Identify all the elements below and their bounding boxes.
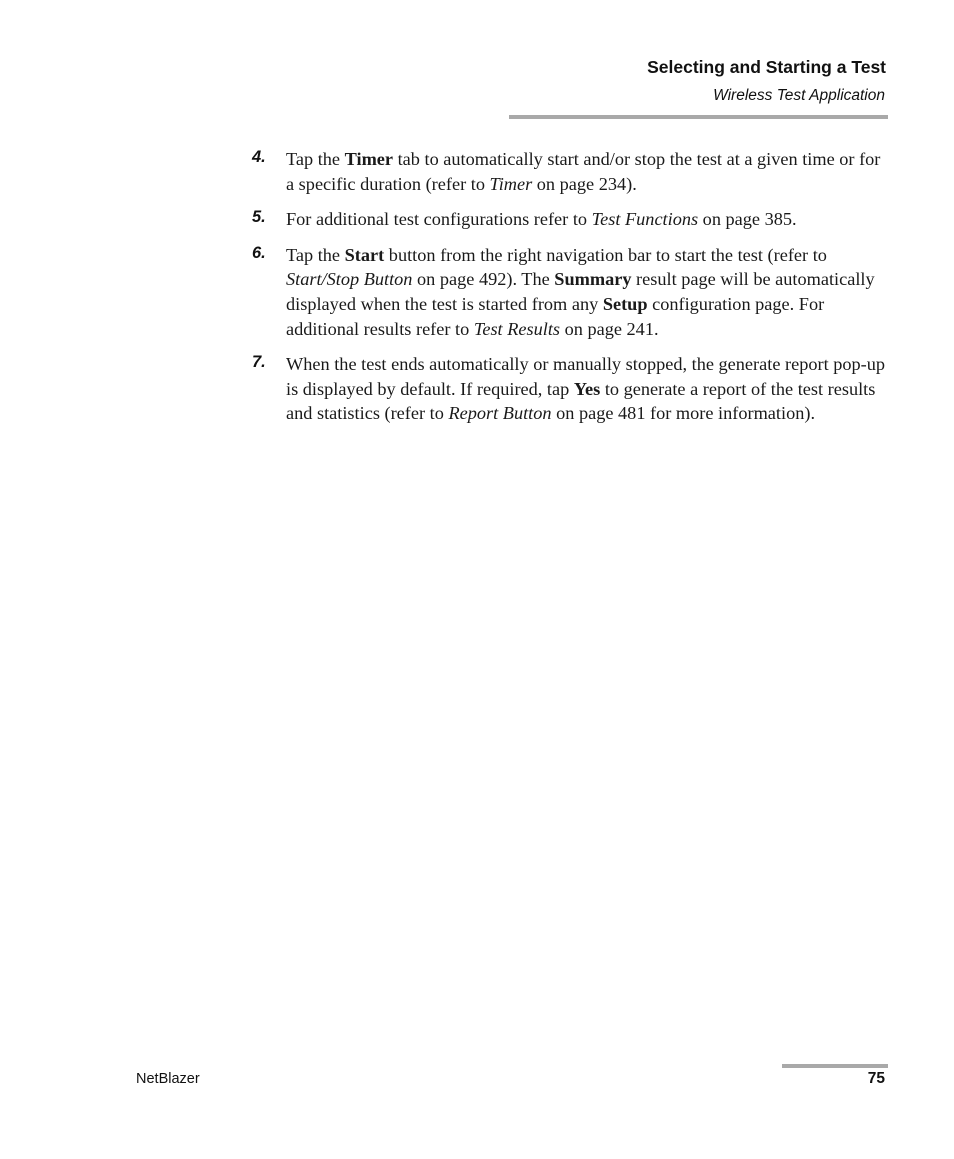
text-run: to generate a report of the test results and statistics (refer to — [286, 378, 876, 424]
text-run: result page will be automatically displayed when the test is started from any — [286, 269, 875, 314]
text-run: on page 492). The — [412, 269, 555, 290]
text-run: tab to automatically start and/or stop the test at a given time or for a specific duration (refer to — [286, 149, 881, 194]
text-run: on page 241. — [560, 318, 659, 339]
step-number: 6. — [252, 243, 266, 262]
page-number: 75 — [867, 1070, 885, 1087]
footer-rule — [782, 1064, 888, 1068]
text-run: Tap the — [286, 244, 345, 265]
step-text — [286, 207, 892, 232]
header-rule — [509, 115, 888, 119]
cross-reference: Test Functions — [591, 209, 699, 230]
bold-term: Start — [344, 244, 385, 265]
text-run: configuration page. For additional results refer to — [286, 293, 825, 339]
step-item — [252, 352, 892, 426]
text-run: on page 385. — [698, 209, 797, 230]
step-item — [252, 243, 892, 341]
step-item — [252, 147, 892, 196]
cross-reference: Report Button — [448, 403, 552, 424]
bold-term: Yes — [573, 378, 601, 399]
text-run: on page 481 for more information). — [551, 403, 816, 424]
text-run: For additional test configurations refer to — [286, 209, 592, 230]
cross-reference: Timer — [489, 173, 533, 194]
text-run: on page 234). — [532, 173, 637, 194]
step-number: 7. — [252, 353, 266, 372]
bold-term: Setup — [602, 293, 648, 314]
step-text — [286, 352, 892, 426]
step-text — [286, 147, 892, 196]
step-number: 5. — [252, 208, 266, 227]
step-item — [252, 207, 892, 232]
step-number: 4. — [252, 148, 266, 166]
bold-term: Timer — [344, 149, 394, 169]
cross-reference: Test Results — [473, 318, 561, 339]
cross-reference: Start/Stop Button — [286, 269, 413, 290]
footer-product-name: NetBlazer — [136, 1071, 200, 1087]
text-run: Tap the — [286, 149, 345, 169]
bold-term: Summary — [554, 269, 632, 290]
steps-list — [252, 147, 892, 437]
step-text — [286, 243, 892, 341]
text-run: button from the right navigation bar to start the test (refer to — [384, 244, 827, 265]
text-run: When the test ends automatically or manually stopped, the generate report pop-up is displayed by default. If required, tap — [286, 354, 886, 399]
page-header-title: Selecting and Starting a Test — [647, 57, 886, 77]
page-header-subtitle: Wireless Test Application — [713, 87, 885, 104]
